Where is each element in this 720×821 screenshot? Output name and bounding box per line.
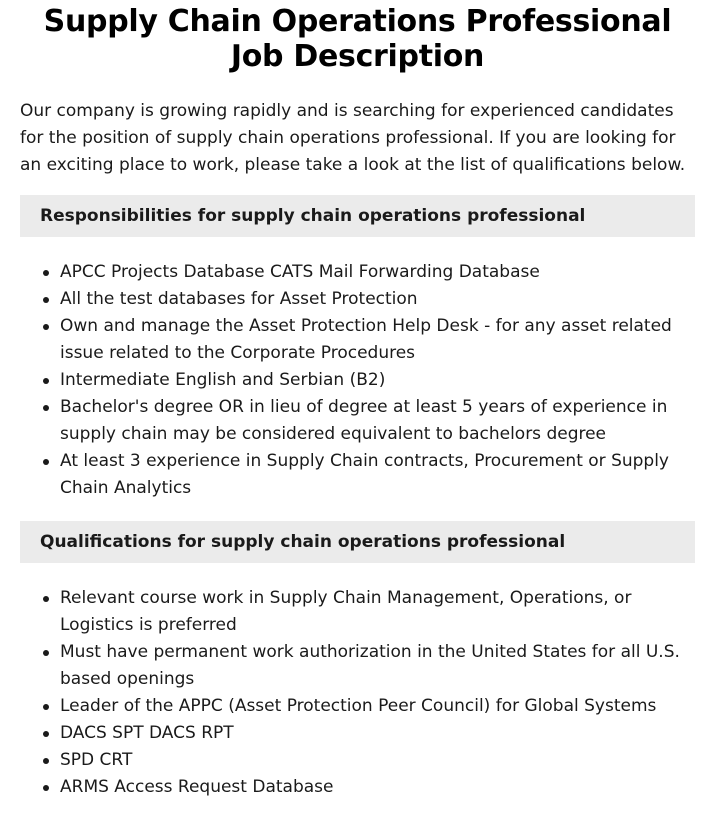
responsibilities-list [20, 259, 695, 502]
intro-paragraph: Our company is growing rapidly and is searching for experienced candidates for the position of supply chain operations professional. If you are looking for an exciting place to work, please take a look at the list of qualifications below. [20, 101, 686, 175]
qualifications-list [20, 585, 695, 801]
page-title: Supply Chain Operations Professional Job Description [43, 4, 672, 74]
list-item: APCC Projects Database CATS Mail Forwarding Database [60, 259, 695, 286]
responsibilities-heading: Responsibilities for supply chain operations professional [20, 195, 695, 237]
list-item: Bachelor's degree OR in lieu of degree at least 5 years of experience in supply chain may be considered equivalent to bachelors degree [60, 394, 695, 448]
list-item: Leader of the APPC (Asset Protection Peer Council) for Global Systems [60, 693, 695, 720]
list-item: All the test databases for Asset Protection [60, 286, 695, 313]
list-item: Relevant course work in Supply Chain Management, Operations, or Logistics is preferred [60, 585, 695, 639]
list-item: SPD CRT [60, 747, 695, 774]
list-item: Own and manage the Asset Protection Help Desk - for any asset related issue related to the Corporate Procedures [60, 313, 695, 367]
list-item: Intermediate English and Serbian (B2) [60, 367, 695, 394]
list-item: DACS SPT DACS RPT [60, 720, 695, 747]
list-item: Must have permanent work authorization in the United States for all U.S. based openings [60, 639, 695, 693]
list-item: At least 3 experience in Supply Chain contracts, Procurement or Supply Chain Analytics [60, 448, 695, 502]
list-item: ARMS Access Request Database [60, 774, 695, 801]
qualifications-heading: Qualifications for supply chain operations professional [20, 521, 695, 563]
